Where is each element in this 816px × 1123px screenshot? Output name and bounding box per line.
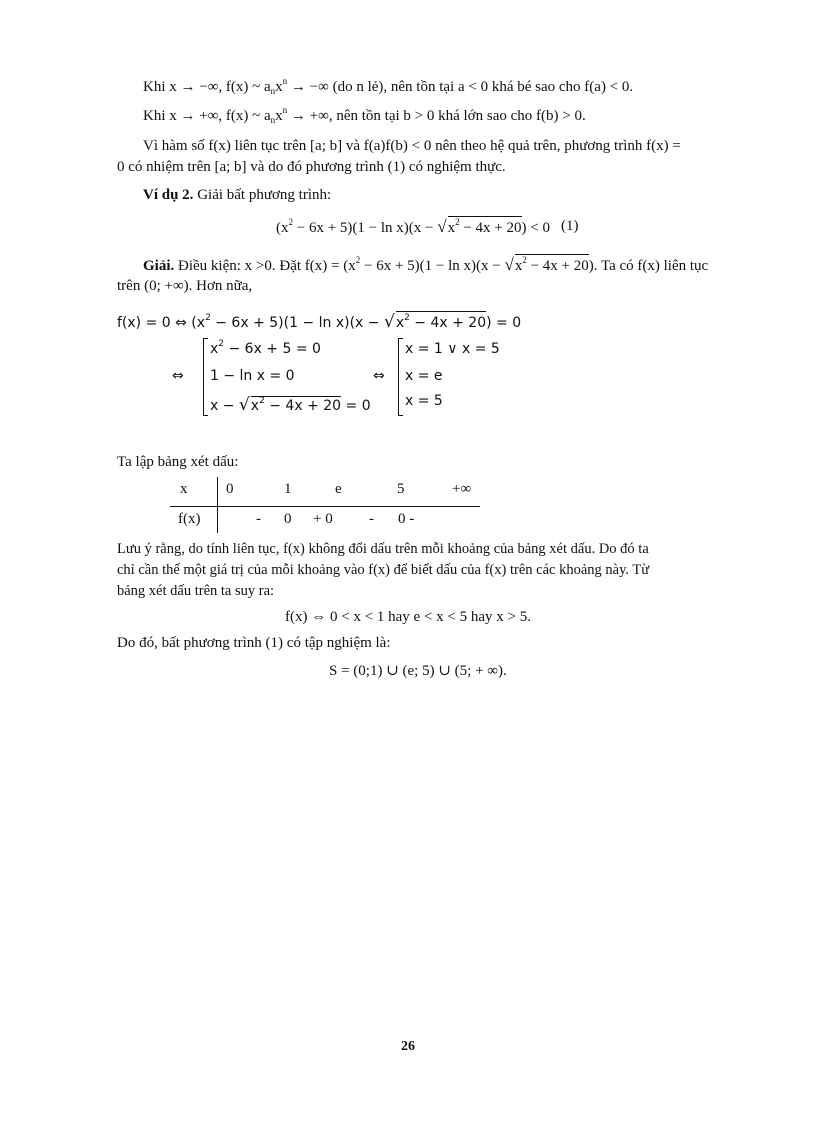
table-x-value: +∞	[452, 481, 472, 497]
table-x-value: 1	[284, 481, 292, 497]
math-text: − 6x + 5)(1 − ln x)(x −	[293, 220, 438, 236]
superscript: 2	[259, 396, 265, 406]
superscript: 2	[455, 217, 460, 227]
table-fx-value: + 0	[313, 511, 333, 527]
math-text: − 4x + 20	[264, 398, 342, 414]
sign-table	[170, 477, 480, 535]
system-left-2: 1 − ln x = 0	[210, 368, 295, 384]
sqrt-radicand	[448, 216, 522, 238]
system-right-1: x = 1 ∨ x = 5	[405, 341, 500, 357]
paragraph-3-line-2: 0 có nhiệm trên [a; b] và do đó phương trình (1) có nghiệm thực.	[117, 159, 506, 175]
right-bracket	[398, 338, 399, 416]
example-heading	[143, 185, 331, 205]
example-text: Giải bất phương trình:	[193, 187, 332, 203]
math-text: ) < 0	[521, 220, 550, 236]
solution-line-2: trên (0; +∞). Hơn nữa,	[117, 278, 253, 294]
note-line-2: chỉ cần thế một giá trị của mỗi khoảng vào f(x) để biết dấu của f(x) trên các khoảng này. Từ	[117, 562, 650, 578]
result-line: f(x) ⇔ 0 < x < 1 hay e < x < 5 hay x > 5.	[285, 609, 532, 625]
superscript: n	[282, 105, 288, 115]
math-text: x	[514, 258, 523, 274]
math-text: − 6x + 5 = 0	[224, 341, 321, 357]
system-line-1	[117, 311, 521, 333]
table-horizontal-divider	[170, 506, 480, 507]
system-left-3	[210, 395, 371, 415]
sqrt-radicand	[396, 311, 486, 333]
text: ). Ta có f(x) liên tục	[588, 258, 709, 274]
sqrt-sign-icon: √	[437, 217, 447, 236]
text: x	[275, 79, 283, 95]
math-text: ) = 0	[486, 315, 522, 331]
subscript: n	[270, 115, 276, 125]
text: Khi x → +∞, f(x) ~ a	[143, 108, 271, 124]
math-text: = 0	[341, 398, 371, 414]
solution-line-1	[143, 254, 708, 276]
math-text: − 6x + 5)(1 − ln x)(x −	[210, 315, 384, 331]
solution-label: Giải.	[143, 258, 175, 274]
superscript: 2	[218, 339, 225, 349]
superscript: 2	[355, 255, 361, 265]
conclusion: Do đó, bất phương trình (1) có tập nghiệm là:	[117, 635, 391, 651]
system-right-3: x = 5	[405, 393, 443, 409]
superscript: 2	[522, 255, 527, 265]
equation-number: (1)	[561, 218, 579, 234]
math-text: (x	[276, 220, 289, 236]
sqrt-radicand	[515, 254, 589, 276]
note-line-1: Lưu ý rằng, do tính liên tục, f(x) không đổi dấu trên mỗi khoảng của bảng xét dấu. Do đó ta	[117, 541, 649, 557]
sqrt-sign-icon: √	[504, 255, 514, 274]
superscript: 2	[205, 313, 211, 323]
superscript: 2	[288, 217, 293, 227]
equiv-symbol-1: ⇔	[172, 368, 184, 384]
text: x	[275, 108, 283, 124]
superscript: n	[282, 76, 288, 86]
math-text: − 4x + 20	[409, 315, 487, 331]
page-number: 26	[401, 1039, 415, 1054]
math-text: x	[250, 398, 260, 414]
math-text: − 4x + 20	[526, 258, 589, 274]
system-right-2: x = e	[405, 368, 443, 384]
text: → +∞, nên tồn tại b > 0 khá lớn sao cho f(b) > 0.	[287, 108, 586, 124]
equiv-symbol-2: ⇔	[373, 368, 385, 384]
sqrt-radicand	[251, 396, 341, 414]
table-x-label: x	[180, 481, 188, 497]
math-text: x	[210, 341, 219, 357]
table-x-value: e	[335, 481, 342, 497]
table-x-value: 0	[226, 481, 234, 497]
table-fx-label: f(x)	[178, 511, 201, 527]
math-text: f(x) = 0 ⇔ (x	[117, 315, 206, 331]
paragraph-1	[143, 77, 633, 97]
paragraph-3-line-1: Vì hàm số f(x) liên tục trên [a; b] và f(a)f(b) < 0 nên theo hệ quả trên, phương trình f(x) =	[143, 138, 681, 154]
table-vertical-divider	[217, 477, 218, 533]
table-fx-value: -	[256, 511, 261, 527]
system-left-1	[210, 341, 321, 357]
table-fx-value: -	[369, 511, 374, 527]
example-label: Ví dụ 2.	[143, 187, 194, 203]
text: − 6x + 5)(1 − ln x)(x −	[360, 258, 505, 274]
math-text: x	[395, 315, 405, 331]
paragraph-2	[143, 106, 586, 126]
superscript: 2	[404, 313, 410, 323]
table-fx-value: 0	[284, 511, 292, 527]
subscript: n	[270, 86, 276, 96]
table-fx-value: 0 -	[398, 511, 415, 527]
text: → −∞ (do n lẻ), nên tồn tại a < 0 khá bé sao cho f(a) < 0.	[287, 79, 634, 95]
solution-set: S = (0;1) ∪ (e; 5) ∪ (5; + ∞).	[329, 663, 507, 679]
sqrt-sign-icon: √	[238, 395, 250, 415]
inequality	[276, 216, 550, 238]
math-text: − 4x + 20	[459, 220, 522, 236]
text: Khi x → −∞, f(x) ~ a	[143, 79, 271, 95]
note-line-3: bảng xét dấu trên ta suy ra:	[117, 583, 275, 599]
math-text: x	[447, 220, 456, 236]
table-x-value: 5	[397, 481, 405, 497]
math-text: x −	[210, 398, 239, 414]
sqrt-sign-icon: √	[383, 312, 395, 332]
table-intro: Ta lập bảng xét dấu:	[117, 454, 239, 470]
left-bracket	[203, 338, 204, 416]
text: Điều kiện: x >0. Đặt f(x) = (x	[174, 258, 356, 274]
